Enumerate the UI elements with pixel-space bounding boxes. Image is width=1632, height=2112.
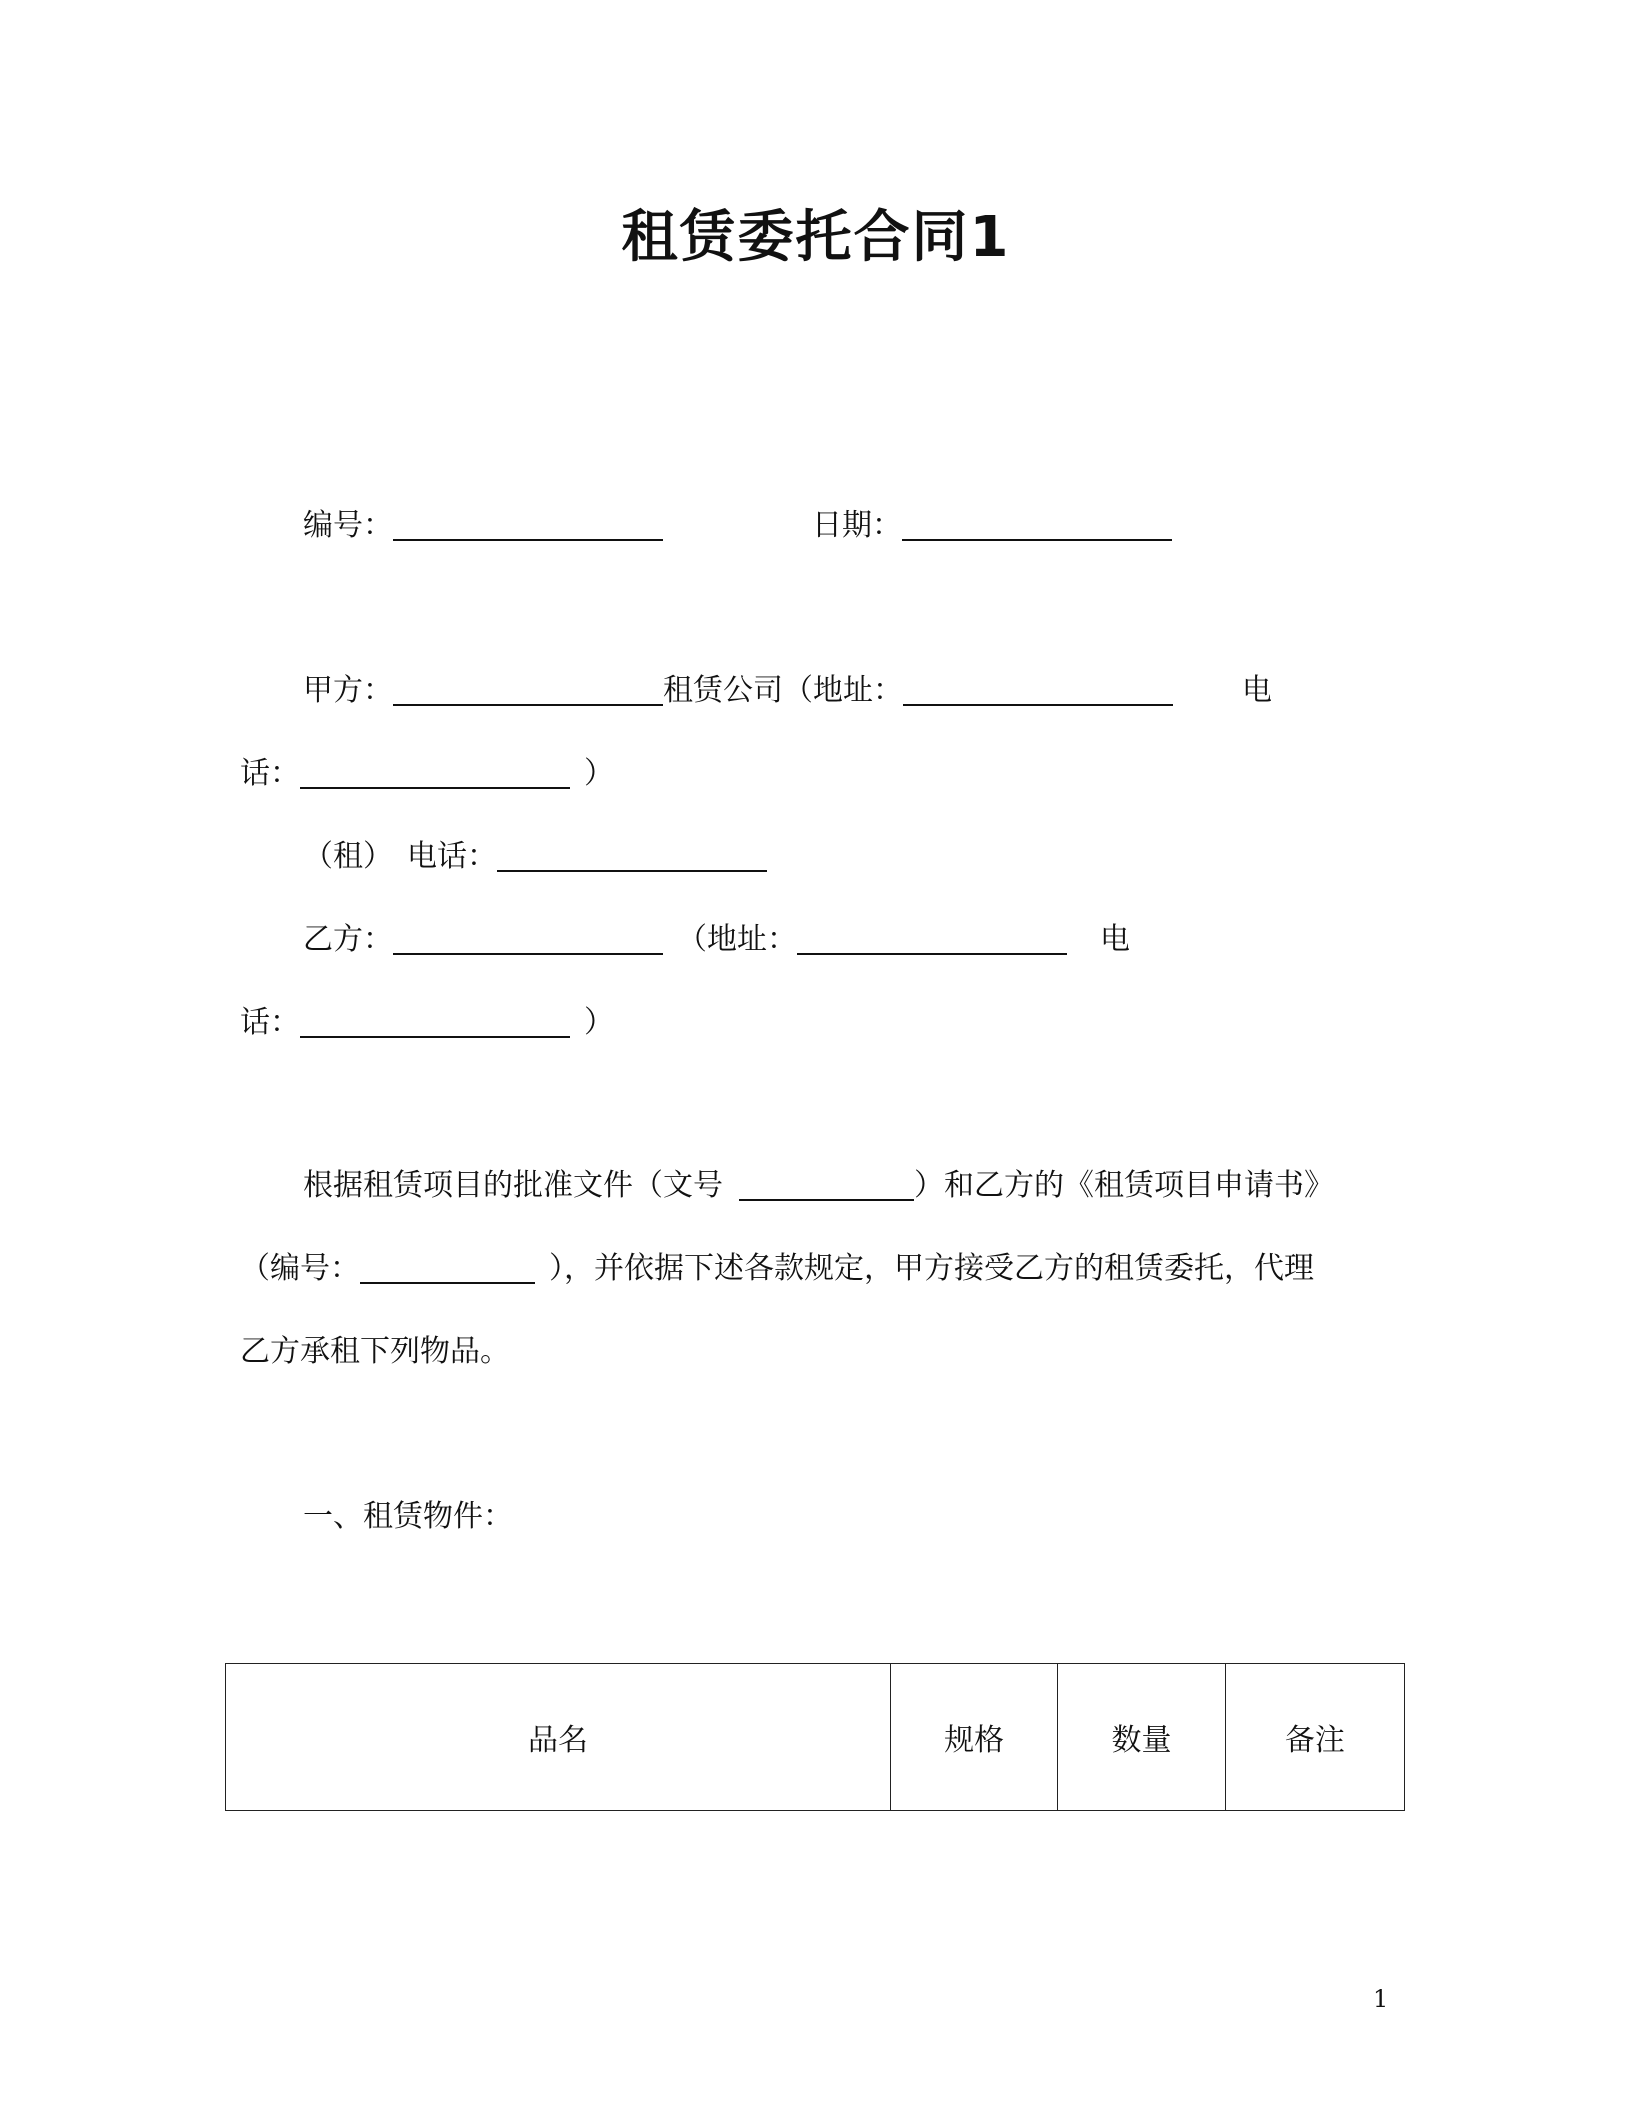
party-a-label: 甲方： bbox=[303, 673, 393, 708]
date-field-row bbox=[812, 506, 1172, 546]
party-a-phone-label-part2: 话： bbox=[240, 756, 300, 791]
party-b-phone-label-part2: 话： bbox=[240, 1005, 300, 1040]
section-1-heading: 一、租赁物件： bbox=[303, 1499, 513, 1534]
header-remarks: 备注 bbox=[1225, 1664, 1404, 1811]
party-b-phone-row bbox=[240, 1003, 614, 1043]
lessor-phone-label: 电话： bbox=[407, 839, 497, 874]
date-blank[interactable] bbox=[902, 509, 1172, 541]
party-b-phone-blank[interactable] bbox=[300, 1006, 570, 1038]
body-line-1-part1: 根据租赁项目的批准文件（文号 bbox=[303, 1168, 723, 1203]
number-field-row bbox=[303, 506, 663, 546]
page-number: 1 bbox=[1373, 1985, 1389, 2013]
body-line-3: 乙方承租下列物品。 bbox=[240, 1334, 510, 1369]
body-line-1-part2: ）和乙方的《租赁项目申请书》 bbox=[914, 1168, 1334, 1203]
lessor-phone-row bbox=[303, 837, 767, 877]
header-quantity: 数量 bbox=[1058, 1664, 1225, 1811]
party-a-phone-row bbox=[240, 754, 614, 794]
lessor-prefix: （租） bbox=[303, 839, 393, 874]
party-a-company-suffix: 租赁公司（地址： bbox=[663, 673, 903, 708]
lessor-phone-blank[interactable] bbox=[497, 840, 767, 872]
number-label: 编号： bbox=[303, 508, 393, 543]
number-blank[interactable] bbox=[393, 509, 663, 541]
header-item-name: 品名 bbox=[226, 1664, 891, 1811]
body-line-2-part1: （编号： bbox=[240, 1251, 360, 1286]
party-b-address-blank[interactable] bbox=[797, 923, 1067, 955]
party-b-phone-label-part1: 电 bbox=[1100, 922, 1130, 957]
party-a-phone-label-part1: 电 bbox=[1242, 673, 1272, 708]
header-spec: 规格 bbox=[890, 1664, 1057, 1811]
document-title: 租赁委托合同1 bbox=[621, 205, 1011, 270]
party-b-label: 乙方： bbox=[303, 922, 393, 957]
table-header-row bbox=[226, 1664, 1405, 1811]
party-a-close-paren: ） bbox=[584, 756, 614, 791]
date-label: 日期： bbox=[812, 508, 902, 543]
party-b-close-paren: ） bbox=[584, 1005, 614, 1040]
party-b-row bbox=[303, 920, 1067, 960]
rental-items-table bbox=[225, 1663, 1405, 1811]
application-number-blank[interactable] bbox=[360, 1252, 535, 1284]
body-line-2 bbox=[240, 1249, 1314, 1289]
body-line-1 bbox=[303, 1166, 1334, 1206]
party-a-row bbox=[303, 671, 1173, 711]
party-b-name-blank[interactable] bbox=[393, 923, 663, 955]
party-a-phone-blank[interactable] bbox=[300, 757, 570, 789]
body-line-2-part2: ），并依据下述各款规定，甲方接受乙方的租赁委托，代理 bbox=[549, 1251, 1314, 1286]
party-b-address-label: （地址： bbox=[677, 922, 797, 957]
approval-doc-number-blank[interactable] bbox=[739, 1169, 914, 1201]
party-a-address-blank[interactable] bbox=[903, 674, 1173, 706]
party-a-name-blank[interactable] bbox=[393, 674, 663, 706]
